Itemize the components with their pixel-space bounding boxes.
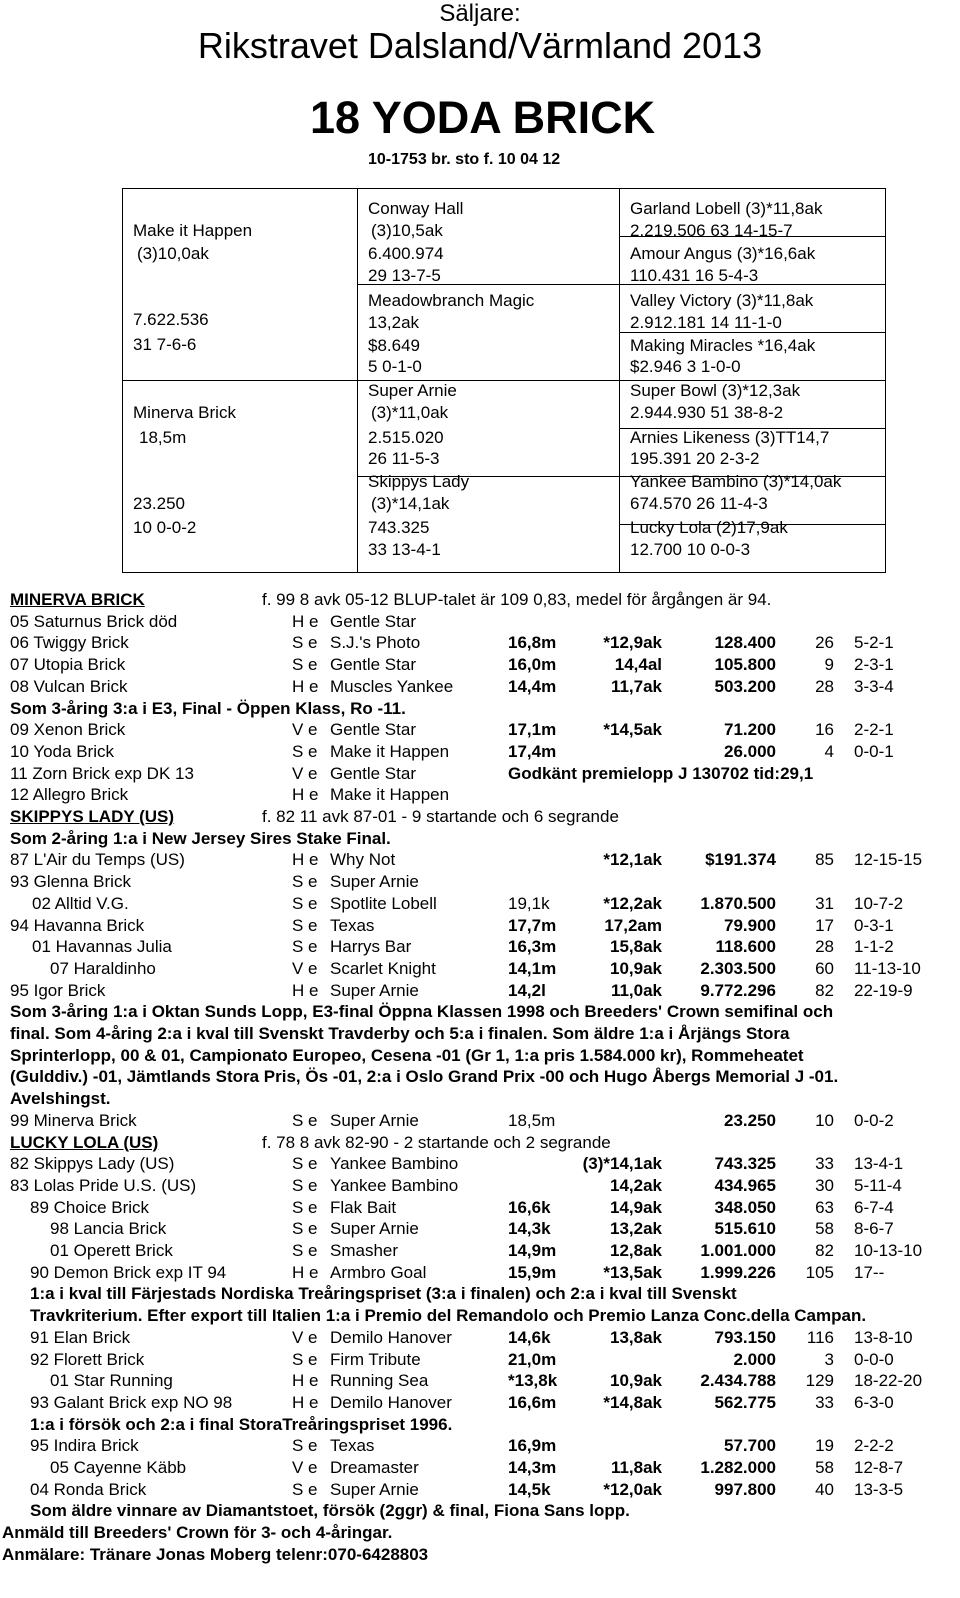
offspring-record: 14,9m [508,1241,557,1260]
offspring-sex: H e [292,850,319,870]
offspring-name: 05 Saturnus Brick död [10,611,178,631]
offspring-earnings: $191.374 [705,850,776,870]
offspring-earnings: 1.999.226 [700,1262,776,1282]
offspring-earnings: 9.772.296 [700,980,776,1000]
offspring-starts: 63 [815,1197,834,1217]
offspring-record: 14,4m [508,676,557,696]
offspring-sire: Gentle Star [330,720,416,740]
offspring-note: Godkänt premielopp J 130702 tid:29,1 [508,763,814,783]
offspring-placings: 6-7-4 [854,1197,894,1217]
offspring-sex: S e [292,1349,318,1369]
offspring-placings: 10-7-2 [854,893,904,913]
offspring-name: 02 Alltid V.G. [32,893,129,913]
offspring-sex: S e [292,1436,318,1456]
offspring-placings: 3-3-4 [854,676,894,696]
offspring-name: 93 Glenna Brick [10,872,131,892]
offspring-note: Som äldre vinnare av Diamantstoet, försök (2ggr) & final, Fiona Sans lopp. [30,1501,630,1521]
offspring-record: 14,1m [508,958,557,978]
offspring-sex: V e [292,958,318,978]
sire-record: (3)10,0ak [137,244,209,263]
offspring-name: 94 Havanna Brick [10,915,145,935]
offspring-sire: Super Arnie [330,1479,419,1499]
offspring-placings: 0-0-0 [854,1349,894,1369]
pedigree-table [122,188,886,573]
offspring-earnings: 1.282.000 [700,1458,776,1477]
offspring-placings: 13-8-10 [854,1327,913,1347]
offspring-name: 83 Lolas Pride U.S. (US) [10,1175,197,1195]
offspring-starts: 33 [815,1392,834,1412]
offspring-earnings: 793.150 [714,1327,776,1347]
sd-name: Meadowbranch Magic [368,291,535,310]
offspring-name: 82 Skippys Lady (US) [10,1154,175,1174]
footer-note: Anmäld till Breeders' Crown för 3- och 4-åringar. [2,1523,393,1543]
offspring-earnings: 1.870.500 [700,893,776,913]
offspring-starts: 10 [815,1110,834,1130]
offspring-record: 14,6k [508,1327,551,1347]
offspring-earnings: 997.800 [714,1479,776,1499]
offspring-sex: S e [292,937,318,957]
offspring-best: 14,4al [614,655,662,675]
offspring-record: 16,0m [508,655,557,675]
offspring-note: 1:a i kval till Färjestads Nordiska Treåringspriset (3:a i finalen) och 2:a i kval till Svenskt [30,1284,737,1304]
offspring-earnings: 26.000 [724,741,776,761]
offspring-sex: H e [292,676,319,696]
offspring-sire: Texas [330,1436,375,1456]
offspring-starts: 82 [815,980,834,1000]
offspring-record: 14,3m [508,1458,557,1477]
offspring-record: 16,8m [508,633,557,653]
dam-starts: 10 0-0-2 [133,518,197,537]
offspring-sire: Super Arnie [330,872,419,892]
offspring-sire: Demilo Hanover [330,1327,452,1347]
offspring-sex: V e [292,763,318,783]
offspring-sex: V e [292,1458,318,1477]
offspring-best: 14,2ak [610,1175,662,1195]
offspring-sire: Smasher [330,1241,399,1260]
offspring-starts: 82 [815,1241,834,1260]
offspring-best: 17,2am [604,915,662,935]
offspring-name: 95 Indira Brick [30,1436,139,1456]
offspring-best: 11,7ak [610,676,662,696]
offspring-name: 01 Havannas Julia [32,937,172,957]
ds-earnings: 2.515.020 [368,428,444,447]
registration-line: 10-1753 br. sto f. 10 04 12 [368,151,561,168]
offspring-sire: Yankee Bambino [330,1154,459,1174]
g3-stats: 2.944.930 51 38-8-2 [630,403,784,422]
sire-name: Make it Happen [133,221,253,240]
offspring-record: 21,0m [508,1349,557,1369]
offspring-sex: S e [292,915,318,935]
offspring-starts: 4 [824,741,834,761]
dd-starts: 33 13-4-1 [368,540,441,559]
section-summary: f. 78 8 avk 82-90 - 2 startande och 2 segrande [262,1132,611,1152]
offspring-starts: 19 [815,1436,834,1456]
offspring-name: 01 Operett Brick [50,1241,173,1260]
offspring-placings: 18-22-20 [854,1371,923,1391]
offspring-name: 07 Utopia Brick [10,655,126,675]
offspring-placings: 13-4-1 [854,1154,904,1174]
offspring-sire: Spotlite Lobell [330,893,437,913]
offspring-sex: V e [292,720,318,740]
section-summary: f. 99 8 avk 05-12 BLUP-talet är 109 0,83, medel för årgången är 94. [262,590,772,609]
offspring-starts: 129 [805,1371,834,1391]
offspring-record: 17,1m [508,720,557,740]
section-title: SKIPPYS LADY (US) [10,807,175,826]
offspring-earnings: 348.050 [714,1197,776,1217]
offspring-sire: Super Arnie [330,1219,419,1239]
offspring-starts: 58 [815,1458,834,1477]
offspring-earnings: 71.200 [724,720,776,740]
offspring-starts: 28 [815,937,834,957]
offspring-record: 16,3m [508,937,557,957]
offspring-sex: H e [292,1392,319,1412]
offspring-starts: 40 [815,1479,834,1499]
horse-title: 18 YODA BRICK [310,92,656,143]
offspring-placings: 6-3-0 [854,1392,894,1412]
offspring-starts: 85 [815,850,834,870]
offspring-name: 95 Igor Brick [10,980,106,1000]
offspring-sire: Gentle Star [330,763,416,783]
offspring-sex: S e [292,1241,318,1260]
g3-stats: 2.912.181 14 11-1-0 [630,313,782,332]
g3-stats: 674.570 26 11-4-3 [630,494,768,513]
offspring-name: 11 Zorn Brick exp DK 13 [10,763,194,783]
offspring-placings: 0-0-2 [854,1110,894,1130]
g3-stats: 12.700 10 0-0-3 [630,540,751,559]
offspring-starts: 9 [824,655,834,675]
offspring-best: 14,9ak [610,1197,662,1217]
offspring-name: 89 Choice Brick [30,1197,150,1217]
offspring-placings: 12-15-15 [854,850,923,870]
offspring-starts: 60 [815,958,834,978]
offspring-name: 07 Haraldinho [50,958,156,978]
offspring-starts: 17 [815,915,834,935]
offspring-name: 87 L'Air du Temps (US) [10,850,185,870]
offspring-sex: V e [292,1327,318,1347]
offspring-sire: Demilo Hanover [330,1392,452,1412]
g3-stats: 195.391 20 2-3-2 [630,449,760,468]
offspring-record: 14,2l [508,980,546,1000]
offspring-name: 04 Ronda Brick [30,1479,147,1499]
offspring-placings: 12-8-7 [854,1458,904,1477]
offspring-starts: 58 [815,1219,834,1239]
offspring-best: *14,8ak [603,1392,662,1412]
offspring-best: *12,9ak [603,633,662,653]
offspring-sire: Texas [330,915,375,935]
offspring-name: 01 Star Running [50,1371,173,1391]
offspring-earnings: 79.900 [724,915,776,935]
offspring-note: Avelshingst. [10,1089,111,1109]
offspring-placings: 22-19-9 [854,980,913,1000]
offspring-record: 17,7m [508,915,557,935]
ss-starts: 29 13-7-5 [368,266,441,285]
offspring-best: 10,9ak [610,1371,662,1391]
offspring-note: Som 3-åring 1:a i Oktan Sunds Lopp, E3-final Öppna Klassen 1998 och Breeders' Crown semifinal och [10,1002,834,1022]
offspring-note: Som 3-åring 3:a i E3, Final - Öppen Klass, Ro -11. [10,698,406,718]
g3-name: Lucky Lola (2)17,9ak [630,518,788,537]
offspring-placings: 13-3-5 [854,1479,904,1499]
offspring-sire: Make it Happen [330,785,450,805]
offspring-sire: Super Arnie [330,980,419,1000]
offspring-name: 06 Twiggy Brick [10,633,129,653]
offspring-earnings: 2.303.500 [700,958,776,978]
offspring-starts: 26 [815,633,834,653]
offspring-placings: 11-13-10 [854,958,921,978]
offspring-placings: 10-13-10 [854,1241,923,1260]
offspring-best: *14,5ak [603,720,662,740]
offspring-sex: S e [292,633,318,653]
ss-name: Conway Hall [368,199,464,218]
offspring-sex: H e [292,1262,319,1282]
dd-record: (3)*14,1ak [371,494,450,513]
offspring-sex: H e [292,611,319,631]
offspring-placings: 2-3-1 [854,655,894,675]
seller-label: Säljare: [439,0,521,27]
g3-name: Garland Lobell (3)*11,8ak [630,199,823,218]
offspring-note: Travkriterium. Efter export till Italien 1:a i Premio del Remandolo och Premio Lanza Conc.della Campan. [30,1306,867,1326]
offspring-sex: S e [292,893,318,913]
sire-earnings: 7.622.536 [133,310,209,329]
g3-stats: $2.946 3 1-0-0 [630,357,741,376]
offspring-placings: 5-11-4 [854,1175,902,1195]
offspring-sire: Super Arnie [330,1110,419,1130]
section-summary: f. 82 11 avk 87-01 - 9 startande och 6 segrande [262,807,619,826]
offspring-record: 16,6m [508,1392,557,1412]
offspring-sire: Make it Happen [330,741,450,761]
offspring-name: 09 Xenon Brick [10,720,126,740]
offspring-best: *12,2ak [603,893,662,913]
event-title: Rikstravet Dalsland/Värmland 2013 [197,25,763,66]
offspring-name: 99 Minerva Brick [10,1110,137,1130]
offspring-placings: 8-6-7 [854,1219,894,1239]
offspring-best: 11,0ak [610,980,662,1000]
ss-record: (3)10,5ak [371,221,443,240]
offspring-sire: Why Not [330,850,396,870]
offspring-sex: S e [292,1175,318,1195]
sd-earnings: $8.649 [368,336,420,355]
sd-starts: 5 0-1-0 [368,357,422,376]
offspring-sex: S e [292,1154,318,1174]
offspring-sex: H e [292,1371,319,1391]
offspring-sire: Running Sea [330,1371,429,1391]
offspring-starts: 16 [815,720,834,740]
g3-name: Arnies Likeness (3)TT14,7 [630,428,830,447]
offspring-sex: S e [292,1197,318,1217]
offspring-record: 16,9m [508,1436,557,1456]
dam-record: 18,5m [139,428,187,447]
offspring-sire: Armbro Goal [330,1262,427,1282]
g3-name: Making Miracles *16,4ak [630,336,816,355]
dam-earnings: 23.250 [133,494,185,513]
offspring-starts: 31 [815,893,834,913]
offspring-best: *13,5ak [603,1262,662,1282]
dd-earnings: 743.325 [368,518,430,537]
offspring-sire: Yankee Bambino [330,1175,459,1195]
offspring-earnings: 503.200 [714,676,776,696]
offspring-note: final. Som 4-åring 2:a i kval till Svenskt Travderby och 5:a i finalen. Som äldre 1:a i Årjängs Stora [10,1024,790,1043]
offspring-earnings: 118.600 [715,937,776,957]
g3-name: Super Bowl (3)*12,3ak [630,381,801,400]
offspring-record: 17,4m [508,741,557,761]
offspring-best: 10,9ak [610,958,662,978]
offspring-sex: S e [292,741,318,761]
footer-seller: Anmälare: Tränare Jonas Moberg telenr:070-6428803 [2,1544,429,1564]
offspring-sex: S e [292,1110,318,1130]
offspring-placings: 0-0-1 [854,741,894,761]
offspring-name: 12 Allegro Brick [10,785,129,805]
offspring-starts: 30 [815,1175,834,1195]
offspring-placings: 2-2-2 [854,1436,894,1456]
offspring-sire: Scarlet Knight [330,958,436,978]
section-title: LUCKY LOLA (US) [10,1132,159,1152]
ss-earnings: 6.400.974 [368,244,444,263]
offspring-earnings: 2.000 [733,1349,776,1369]
section-title: MINERVA BRICK [10,590,145,609]
offspring-sex: S e [292,655,318,675]
offspring-earnings: 743.325 [714,1154,776,1174]
offspring-earnings: 105.800 [714,655,776,675]
offspring-earnings: 515.610 [714,1219,776,1239]
offspring-sex: H e [292,980,319,1000]
offspring-earnings: 434.965 [714,1175,776,1195]
g3-name: Amour Angus (3)*16,6ak [630,244,816,263]
g3-stats: 110.431 16 5-4-3 [630,266,759,285]
offspring-note: (Gulddiv.) -01, Jämtlands Stora Pris, Ös -01, 2:a i Oslo Grand Prix -00 och Hugo Åbergs Memorial J -01. [10,1067,839,1087]
offspring-earnings: 1.001.000 [700,1241,776,1260]
offspring-name: 08 Vulcan Brick [10,676,128,696]
offspring-name: 98 Lancia Brick [50,1219,167,1239]
offspring-placings: 17-- [854,1262,885,1282]
offspring-earnings: 2.434.788 [700,1371,776,1391]
offspring-sire: Gentle Star [330,655,416,675]
offspring-sex: S e [292,1479,318,1499]
offspring-sire: Harrys Bar [330,937,412,957]
offspring-record: 16,6k [508,1197,551,1217]
g3-name: Yankee Bambino (3)*14,0ak [630,472,842,491]
offspring-note: Sprinterlopp, 00 & 01, Campionato Europeo, Cesena -01 (Gr 1, 1:a pris 1.584.000 kr), Rommeheatet [10,1045,804,1065]
dd-name: Skippys Lady [368,472,470,491]
offspring-sire: Gentle Star [330,611,416,631]
ds-name: Super Arnie [368,381,457,400]
g3-stats: 2.219.506 63 14-15-7 [630,221,793,240]
offspring-placings: 0-3-1 [854,915,894,935]
offspring-name: 93 Galant Brick exp NO 98 [30,1392,233,1412]
offspring-note: Som 2-åring 1:a i New Jersey Sires Stake Final. [10,828,391,848]
offspring-placings: 2-2-1 [854,720,894,740]
offspring-earnings: 57.700 [724,1436,776,1456]
dam-name: Minerva Brick [133,403,236,422]
offspring-sex: H e [292,785,319,805]
offspring-sire: Flak Bait [330,1197,397,1217]
offspring-record: 18,5m [508,1110,556,1130]
sd-record: 13,2ak [368,313,420,332]
g3-name: Valley Victory (3)*11,8ak [630,291,814,310]
ds-starts: 26 11-5-3 [368,449,440,468]
sire-starts: 31 7-6-6 [133,335,197,354]
offspring-record: 14,3k [508,1219,551,1239]
offspring-earnings: 23.250 [724,1110,776,1130]
offspring-name: 91 Elan Brick [30,1327,131,1347]
offspring-starts: 105 [805,1262,834,1282]
offspring-sire: Dreamaster [330,1458,419,1477]
offspring-starts: 28 [815,676,834,696]
offspring-sire: Muscles Yankee [330,676,454,696]
offspring-name: 05 Cayenne Käbb [50,1458,187,1477]
offspring-best: 13,8ak [610,1327,662,1347]
offspring-earnings: 128.400 [714,633,776,653]
offspring-best: *12,1ak [603,850,662,870]
offspring-placings: 5-2-1 [854,633,894,653]
offspring-name: 10 Yoda Brick [10,741,114,761]
offspring-sire: Firm Tribute [330,1349,421,1369]
offspring-sire: S.J.'s Photo [330,633,421,653]
offspring-name: 90 Demon Brick exp IT 94 [30,1262,227,1282]
offspring-placings: 1-1-2 [854,937,894,957]
offspring-record: *13,8k [508,1371,558,1391]
offspring-best: (3)*14,1ak [582,1154,662,1174]
offspring-starts: 3 [824,1349,834,1369]
offspring-best: 12,8ak [610,1241,662,1260]
offspring-sex: S e [292,1219,318,1239]
offspring-best: *12,0ak [603,1479,662,1499]
offspring-starts: 33 [815,1154,834,1174]
offspring-best: 15,8ak [610,937,662,957]
offspring-earnings: 562.775 [714,1392,776,1412]
offspring-name: 92 Florett Brick [30,1349,145,1369]
offspring-sex: S e [292,872,318,892]
offspring-record: 19,1k [508,893,550,913]
ds-record: (3)*11,0ak [371,403,449,422]
offspring-best: 11,8ak [610,1458,662,1477]
offspring-starts: 116 [806,1327,834,1347]
offspring-record: 14,5k [508,1479,551,1499]
offspring-record: 15,9m [508,1262,557,1282]
offspring-note: 1:a i försök och 2:a i final StoraTreåringspriset 1996. [30,1414,453,1434]
offspring-best: 13,2ak [610,1219,662,1239]
